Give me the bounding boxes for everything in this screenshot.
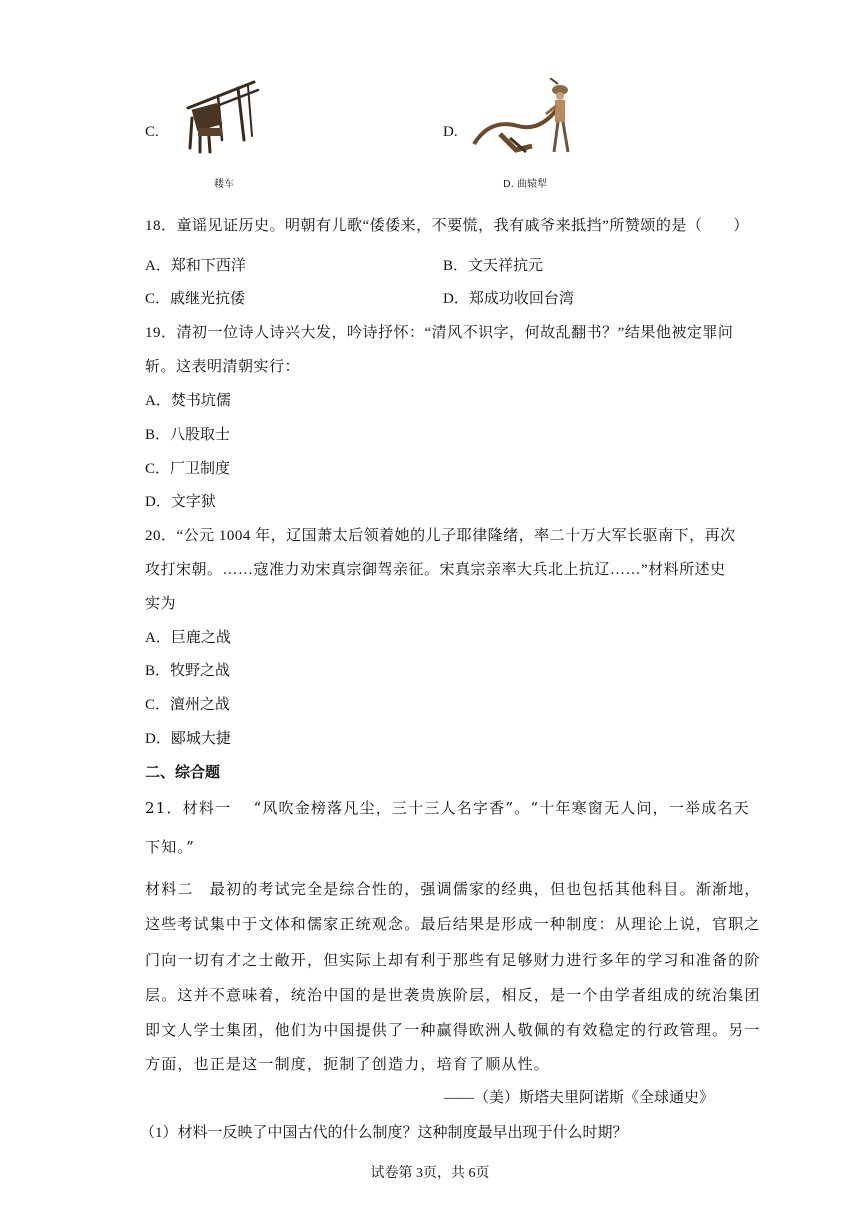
q19-stem-line2: 斩。这表明清朝实行： bbox=[145, 359, 301, 375]
q20-option-d: D．郾城大捷 bbox=[145, 731, 231, 747]
q20-stem-line1: 20．“公元 1004 年，辽国萧太后领着她的儿子耶律隆绪，率二十万大军长驱南下，再次 bbox=[145, 528, 736, 544]
q18-option-b: B．文天祥抗元 bbox=[443, 258, 544, 274]
q21-source: ——（美）斯塔夫里阿诺斯《全球通史》 bbox=[443, 1090, 714, 1106]
q21-material2-line: 这些考试集中于文体和儒家正统观念。最后结果是形成一种制度：从理论上说，官职之 bbox=[145, 915, 761, 933]
curved-plow-caption: D. 曲辕犁 bbox=[503, 179, 548, 190]
q21-subquestion-1: （1）材料一反映了中国古代的什么制度？这种制度最早出现于什么时期？ bbox=[140, 1125, 628, 1141]
q20-option-a: A．巨鹿之战 bbox=[145, 630, 231, 646]
q19-option-a: A．焚书坑儒 bbox=[145, 393, 231, 409]
q21-material2-line: 方面，也正是这一制度，扼制了创造力，培育了顺从性。 bbox=[145, 1055, 551, 1073]
q19-option-c: C．厂卫制度 bbox=[145, 461, 231, 477]
q21-material1-line1: 21．材料一 “风吹金榜落凡尘，三十三人名字香”。“十年寒窗无人问，一举成名天 bbox=[145, 799, 750, 817]
q18-stem: 18．童谣见证历史。明朝有儿歌“倭倭来，不要慌，我有戚爷来抵挡”所赞颂的是（ ） bbox=[145, 218, 749, 234]
q21-material2-line: 即文人学士集团，他们为中国提供了一种赢得欧洲人敬佩的有效稳定的行政管理。另一 bbox=[145, 1021, 761, 1039]
q19-option-b: B．八股取士 bbox=[145, 427, 231, 443]
q20-stem-line2: 攻打宋朝。……寇准力劝宋真宗御驾亲征。宋真宗亲率大兵北上抗辽……”材料所述史 bbox=[145, 562, 726, 578]
q21-material2-line: 门向一切有才之士敞开，但实际上却有利于那些有足够财力进行多年的学习和准备的阶 bbox=[145, 951, 761, 969]
option-d-label: D. bbox=[443, 124, 458, 140]
section-heading: 二、综合题 bbox=[145, 765, 221, 781]
option-c-label: C. bbox=[145, 124, 159, 140]
q21-material2-line: 材料二 最初的考试完全是综合性的，强调儒家的经典，但也包括其他科目。渐渐地， bbox=[145, 880, 761, 898]
q20-option-b: B．牧野之战 bbox=[145, 663, 231, 679]
q21-material2-line: 层。这并不意味着，统治中国的是世袭贵族阶层，相反，是一个由学者组成的统治集团 bbox=[145, 986, 761, 1004]
q18-option-a: A．郑和下西洋 bbox=[145, 258, 246, 274]
page-number-footer: 试卷第 3页，共 6页 bbox=[370, 1166, 490, 1181]
seed-drill-caption: 耧车 bbox=[214, 179, 234, 190]
curved-plow-image bbox=[470, 78, 582, 164]
q20-option-c: C．澶州之战 bbox=[145, 697, 231, 713]
seed-drill-image bbox=[178, 78, 263, 160]
q19-stem-line1: 19．清初一位诗人诗兴大发，吟诗抒怀：“清风不识字，何故乱翻书？”结果他被定罪问 bbox=[145, 325, 734, 341]
q18-option-c: C．戚继光抗倭 bbox=[145, 291, 246, 307]
q20-stem-line3: 实为 bbox=[145, 596, 177, 612]
q19-option-d: D．文字狱 bbox=[145, 494, 216, 510]
q18-option-d: D．郑成功收回台湾 bbox=[443, 291, 574, 307]
q21-material1-line2: 下知。” bbox=[145, 838, 195, 856]
